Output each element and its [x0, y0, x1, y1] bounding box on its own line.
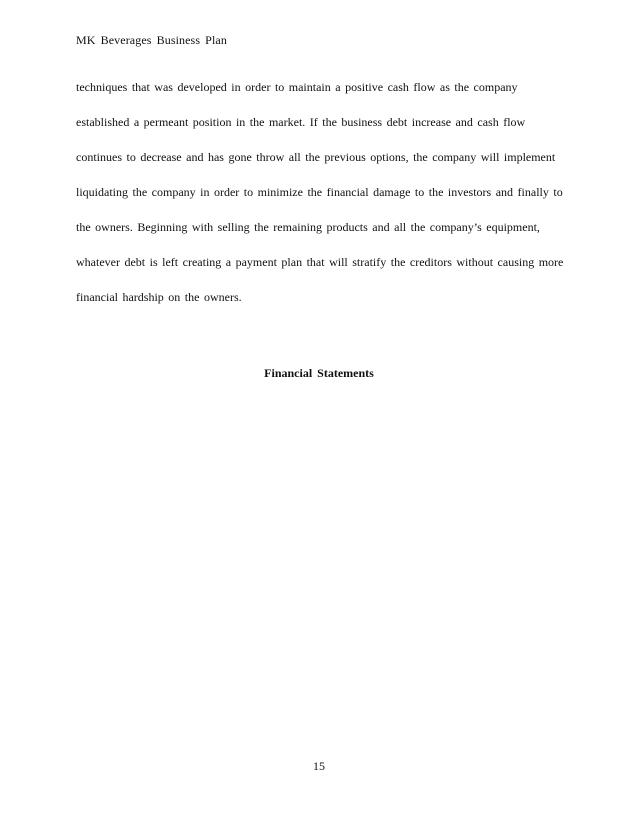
running-header: MK Beverages Business Plan [76, 33, 227, 47]
paragraph-line: techniques that was developed in order to maintain a positive cash flow as the company [76, 80, 518, 94]
page-number: 15 [313, 759, 325, 773]
body-paragraph [76, 70, 572, 315]
paragraph-line: financial hardship on the owners. [76, 290, 242, 304]
paragraph-line: liquidating the company in order to minimize the financial damage to the investors and finally to [76, 185, 563, 199]
paragraph-line: the owners. Beginning with selling the remaining products and all the company’s equipment, [76, 220, 540, 234]
paragraph-line: established a permeant position in the market. If the business debt increase and cash flow [76, 115, 526, 129]
paragraph-line: continues to decrease and has gone throw all the previous options, the company will implement [76, 150, 556, 164]
paragraph-line: whatever debt is left creating a payment plan that will stratify the creditors without causing more [76, 255, 564, 269]
section-heading: Financial Statements [264, 366, 374, 380]
